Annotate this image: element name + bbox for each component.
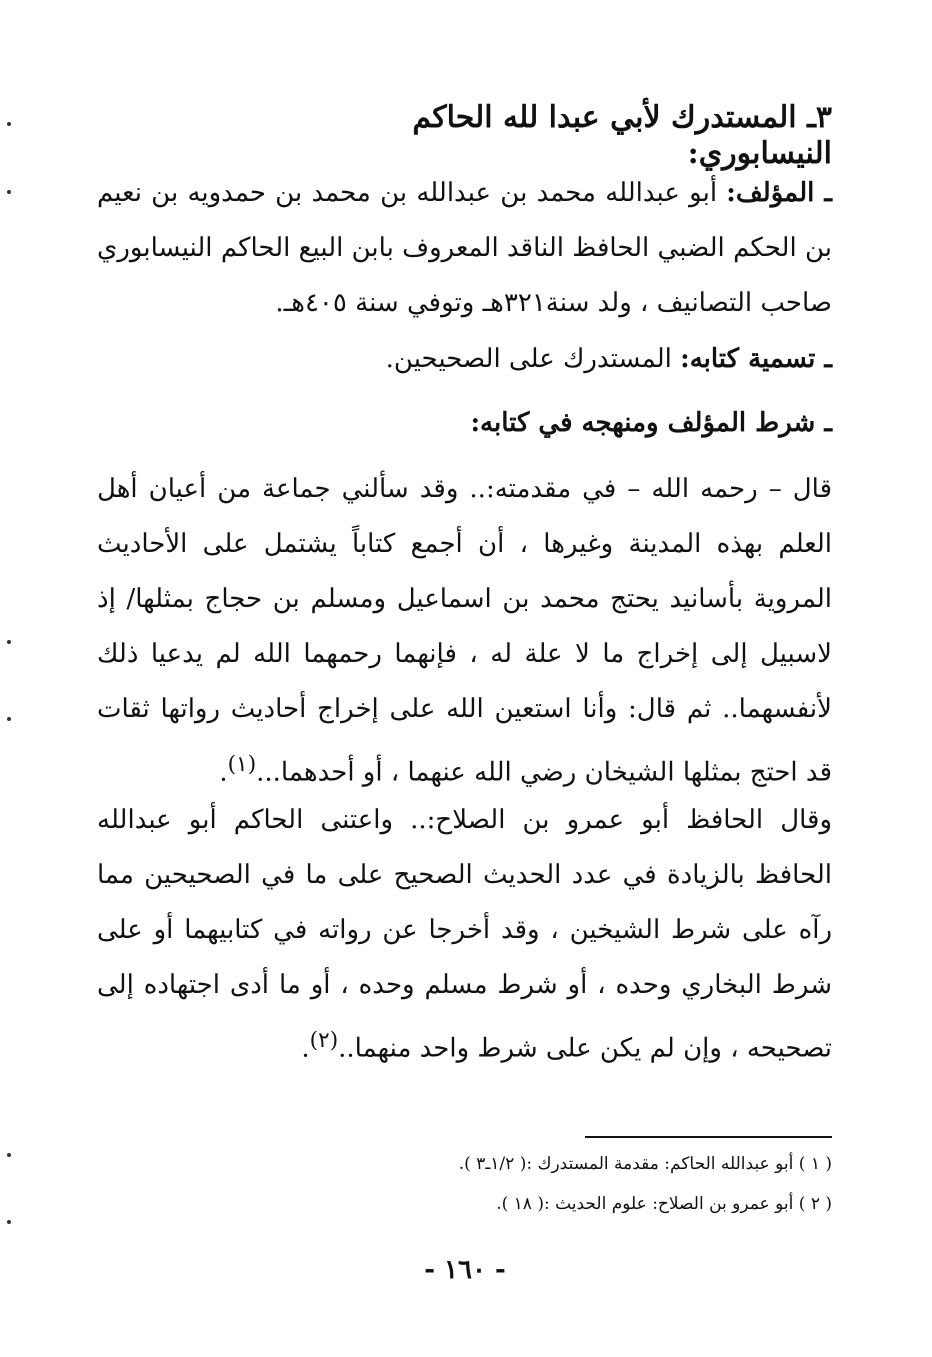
author-text: أبو عبدالله محمد بن عبدالله بن محمد بن حمدويه بن نعيم بن الحكم الضبي الحافظ الناقد المعروف بابن البيع الحاكم النيسابوري صاحب التصانيف ، ولد سنة٣٢١هـ وتوفي سنة ٤٠٥هـ. [97, 178, 832, 318]
quote-paragraph-2: وقال الحافظ أبو عمرو بن الصلاح:.. واعتنى الحاكم أبو عبدالله الحافظ بالزيادة في عدد الحديث الصحيح على ما في الصحيحين مما رآه على شرط الشيخين ، وقد أخرجا عن رواته في كتابيهما أو على شرط البخاري وحده ، أو شرط مسلم وحده ، أو ما أدى اجتهاده إلى تصحيحه ، وإن لم يكن على شرط واحد منهما..$^{(٢)}$. [97, 805, 832, 1064]
quote-1-text: قال – رحمه الله – في مقدمته:.. وقد سألني جماعة من أعيان أهل العلم بهذه المدينة وغيرها ، أن أجمع كتاباً يشتمل على الأحاديث المروية بأسانيد يحتج محمد بن اسماعيل ومسلم بن حجاج بمثلها/ إذ لاسبيل إلى إخراج ما لا علة له ، فإنهما رحمهما الله لم يدعيا ذلك لأنفسهما.. ثم قال: وأنا استعين الله على إخراج أحاديث رواتها ثقات قد احتج بمثلها الشيخان رضي الله عنهما ، أو أحدهما... [97, 474, 832, 788]
quote-paragraph-1: قال – رحمه الله – في مقدمته:.. وقد سألني جماعة من أعيان أهل العلم بهذه المدينة وغيرها ، أن أجمع كتاباً يشتمل على الأحاديث المروية بأسانيد يحتج محمد بن اسماعيل ومسلم بن حجاج بمثلها/ إذ لاسبيل إلى إخراج ما لا علة له ، فإنهما رحمهما الله لم يدعيا ذلك لأنفسهما.. ثم قال: وأنا استعين الله على إخراج أحاديث رواتها ثقات قد احتج بمثلها الشيخان رضي الله عنهما ، أو أحدهما...$^{(١)}$. [97, 474, 832, 788]
method-heading: ـ شرط المؤلف ومنهجه في كتابه: [470, 408, 832, 438]
footnote-ref-2: (٢) [309, 1028, 339, 1053]
scan-mark [7, 717, 11, 721]
scan-mark [7, 1153, 11, 1157]
footnote-separator [585, 1136, 832, 1138]
book-name-label: ـ تسمية كتابه: [680, 344, 832, 374]
scan-mark [7, 190, 11, 194]
footnote-ref-1: (١) [227, 752, 257, 777]
scan-mark [7, 1220, 11, 1224]
book-name-paragraph [97, 332, 832, 387]
scan-mark [7, 640, 11, 644]
author-label: ـ المؤلف: [726, 178, 832, 208]
scan-mark [7, 122, 11, 126]
author-paragraph [97, 166, 832, 331]
book-name-text: المستدرك على الصحيحين. [385, 344, 681, 374]
section-title: ٣ـ المستدرك لأبي عبدا لله الحاكم النيسابوري: [412, 100, 832, 171]
footnote-1: ( ١ ) أبو عبدالله الحاكم: مقدمة المستدرك :( ١/٢ـ٣ ). [458, 1154, 832, 1174]
page-number: - ١٦٠ - [424, 1255, 506, 1285]
footnote-2: ( ٢ ) أبو عمرو بن الصلاح: علوم الحديث :( ١٨ ). [496, 1194, 832, 1214]
quote-2-text: وقال الحافظ أبو عمرو بن الصلاح:.. واعتنى الحاكم أبو عبدالله الحافظ بالزيادة في عدد الحديث الصحيح على ما في الصحيحين مما رآه على شرط الشيخين ، وقد أخرجا عن رواته في كتابيهما أو على شرط البخاري وحده ، أو شرط مسلم وحده ، أو ما أدى اجتهاده إلى تصحيحه ، وإن لم يكن على شرط واحد منهما.. [97, 805, 832, 1064]
